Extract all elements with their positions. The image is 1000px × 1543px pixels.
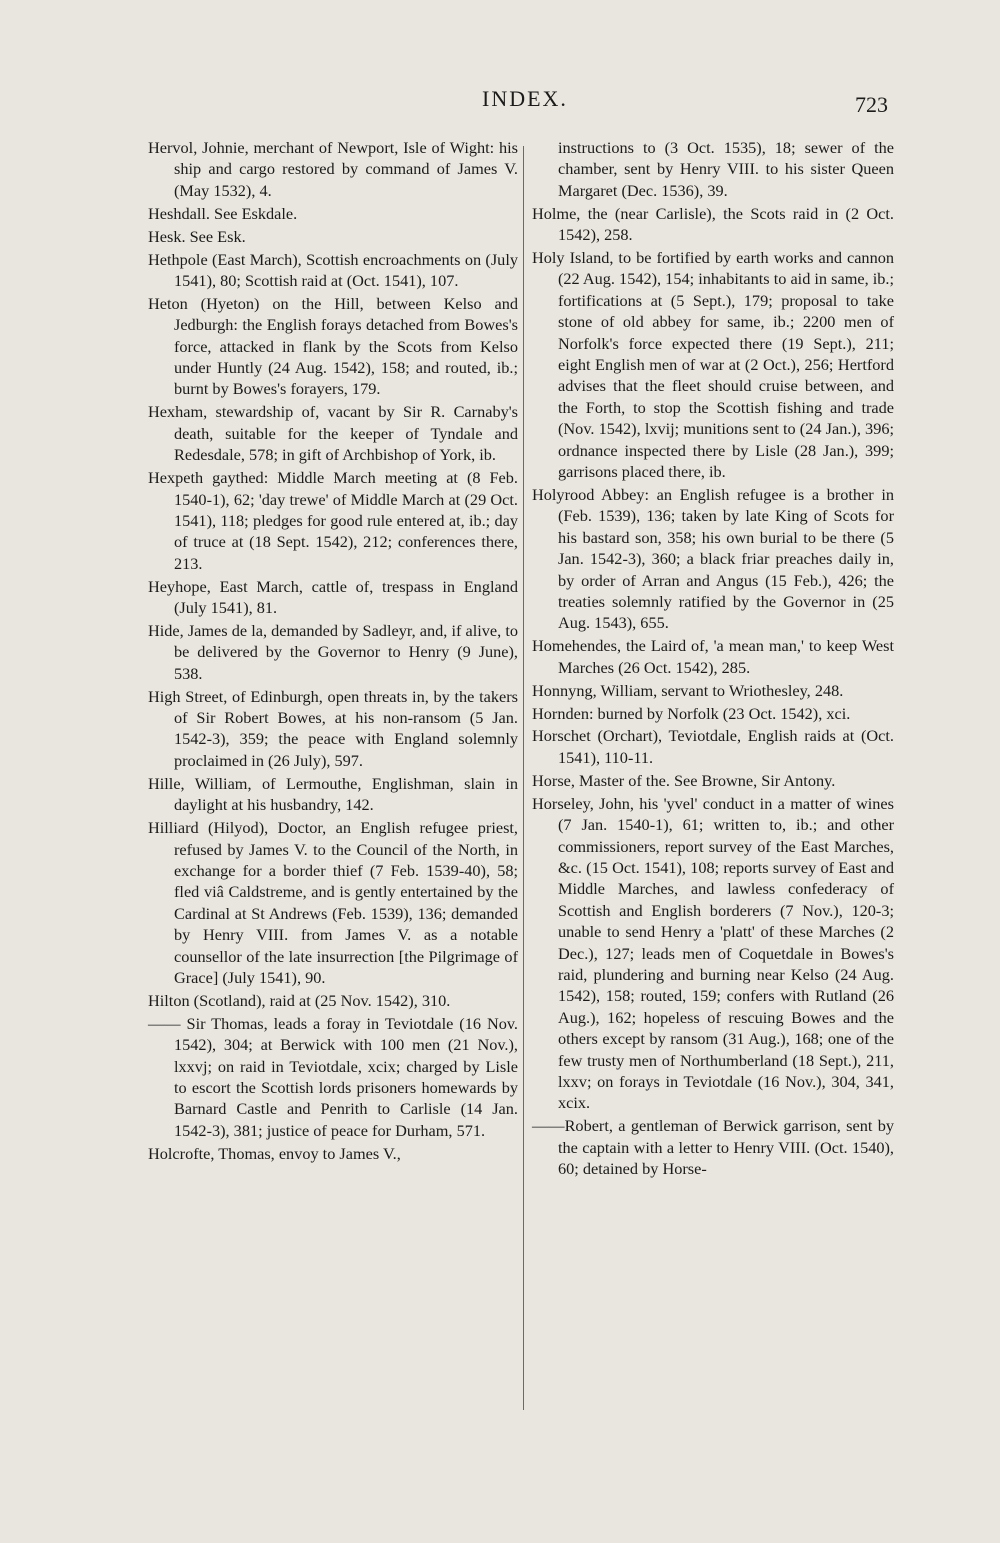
index-entry: Holcrofte, Thomas, envoy to James V.,: [148, 1143, 401, 1163]
index-entry: Holy Island, to be fortified by earth works and cannon (22 Aug. 1542), 154; inhabitants to aid in same, ib.; fortifications at (5 Sept.), 179; proposal to take stone of old abbey for same, ib.; 2200 men of Norfolk's force expected there (19 Sept.), 211; eight English men of war at (2 Oct.), 256; Hertford advises that the fleet should cruise between, and the Forth, to stop the Scottish fishing and trade (Nov. 1542), lxvij; munitions sent to (24 Jan.), 396; ordnance inspected there by Lisle (28 Jan.), 399; garrisons placed there, ib.: [532, 248, 894, 482]
page-number: 723: [855, 92, 888, 117]
index-column-left: [148, 137, 518, 1166]
index-entry: Hexham, stewardship of, vacant by Sir R. Carnaby's death, suitable for the keeper of Tyndale and Redesdale, 578; in gift of Archbishop of York, ib.: [148, 402, 518, 465]
index-entry: Honnyng, William, servant to Wriothesley, 248.: [532, 680, 844, 700]
index-entry: Horseley, John, his 'yvel' conduct in a matter of wines (7 Jan. 1540-1), 61; written to, ib.; and other commissioners, report survey of the East Marches, &c. (15 Oct. 1541), 108; reports survey of East and Middle Marches, and lawless confederacy of Scottish and English borderers (7 Nov.), 120-3; unable to send Henry a 'platt' of these Marches (2 Dec.), 127; leads men of Coquetdale in Bowes's raid, plundering and burning near Kelso (24 Aug. 1542), 158; routed, 159; confers with Rutland (26 Aug.), 162; hopeless of rescuing Bowes and the others except by ransom (31 Aug.), 168; one of the few trusty men of Northumberland (18 Sept.), 211, lxxv; on forays in Teviotdale (16 Nov.), 304, 341, xcix.: [532, 793, 894, 1113]
index-entry: Holme, the (near Carlisle), the Scots raid in (2 Oct. 1542), 258.: [532, 203, 894, 245]
index-subentry: —— Sir Thomas, leads a foray in Teviotdale (16 Nov. 1542), 304; at Berwick with 100 men (21 Nov.), lxxvj; on raid in Teviotdale, xcix; charged by Lisle to escort the Scottish lords prisoners homewards by Barnard Castle and Penrith to Carlisle (14 Jan. 1542-3), 381; justice of peace for Durham, 571.: [148, 1013, 518, 1140]
index-column-right: [532, 137, 894, 1181]
index-entry-continuation: instructions to (3 Oct. 1535), 18; sewer of the chamber, sent by Henry VIII. to his sister Queen Margaret (Dec. 1536), 39.: [558, 138, 894, 200]
index-entry: Hille, William, of Lermouthe, Englishman, slain in daylight at his husbandry, 142.: [148, 773, 518, 815]
index-entry: Hilton (Scotland), raid at (25 Nov. 1542), 310.: [148, 990, 451, 1010]
index-entry: Hornden: burned by Norfolk (23 Oct. 1542), xci.: [532, 703, 851, 723]
index-entry: Heyhope, East March, cattle of, trespass in England (July 1541), 81.: [148, 576, 518, 618]
index-entry: Hesk. See Esk.: [148, 226, 246, 246]
index-subentry: ——Robert, a gentleman of Berwick garrison, sent by the captain with a letter to Henry VIII. (Oct. 1540), 60; detained by Horse-: [532, 1116, 894, 1179]
index-entry: Hexpeth gaythed: Middle March meeting at (8 Feb. 1540-1), 62; 'day trewe' of Middle March at (29 Oct. 1541), 118; pledges for good rule entered at, ib.; day of truce at (18 Sept. 1542), 212; conferences there, 213.: [148, 468, 518, 573]
index-entry: Heton (Hyeton) on the Hill, between Kelso and Jedburgh: the English forays detached from Bowes's force, attacked in flank by the Scots from Kelso under Huntly (24 Aug. 1542), 158; and routed, ib.; burnt by Bowes's forayers, 179.: [148, 293, 518, 399]
index-entry: High Street, of Edinburgh, open threats in, by the takers of Sir Robert Bowes, at his non-ransom (5 Jan. 1542-3), 359; the peace with England solemnly proclaimed in (26 July), 597.: [148, 686, 518, 770]
page-title: INDEX.: [482, 86, 568, 111]
index-entry: Heshdall. See Eskdale.: [148, 203, 298, 223]
index-entry: Holyrood Abbey: an English refugee is a brother in (Feb. 1539), 136; taken by late King of Scots for his bastard son, 358; his own burial to be there (5 Jan. 1542-3), 360; a black friar preaches daily in, by order of Arran and Angus (15 Feb.), 426; the treaties solemnly ratified by the Governor in (25 Aug. 1543), 655.: [532, 485, 894, 633]
column-divider: [523, 146, 524, 1410]
index-entry: Horse, Master of the. See Browne, Sir Antony.: [532, 770, 836, 790]
index-entry: Hilliard (Hilyod), Doctor, an English refugee priest, refused by James V. to the Council of the North, in exchange for a border thief (7 Feb. 1539-40), 58; fled viâ Caldstreme, and is gently entertained by the Cardinal at St Andrews (Feb. 1539), 136; demanded by Henry VIII. from James V. as a notable counsellor of the late insurrection [the Pilgrimage of Grace] (July 1541), 90.: [148, 818, 518, 987]
index-entry: Horschet (Orchart), Teviotdale, English raids at (Oct. 1541), 110-11.: [532, 726, 894, 767]
index-entry: Hide, James de la, demanded by Sadleyr, and, if alive, to be delivered by the Governor to Henry (9 June), 538.: [148, 620, 518, 683]
index-entry: Hethpole (East March), Scottish encroachments on (July 1541), 80; Scottish raid at (Oct. 1541), 107.: [148, 249, 518, 290]
running-header: [0, 84, 1000, 124]
index-entry: Hervol, Johnie, merchant of Newport, Isle of Wight: his ship and cargo restored by command of James V. (May 1532), 4.: [148, 138, 518, 200]
index-entry: Homehendes, the Laird of, 'a mean man,' to keep West Marches (26 Oct. 1542), 285.: [532, 636, 894, 677]
